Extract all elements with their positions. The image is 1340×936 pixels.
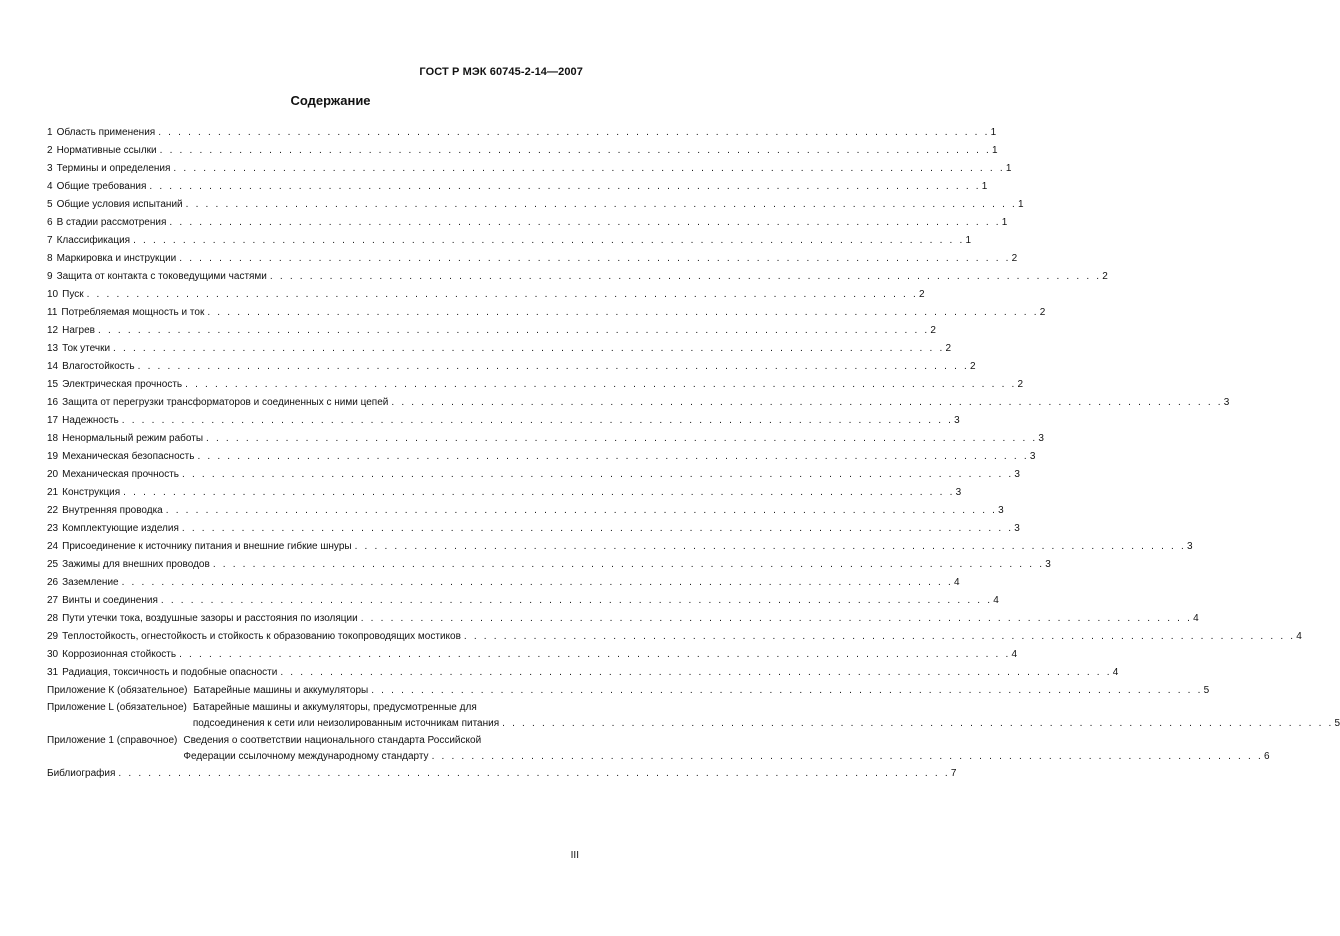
toc-entry-page: 3 xyxy=(1045,559,1051,570)
toc-entry xyxy=(47,322,936,340)
page-number: III xyxy=(570,850,579,861)
dot-leader: . . . . . . . . . . . . . . . . . . . . . . . . . . . . . . . . . . . . . . . . . . . . . . . . . . . . . . . . . . . . . . . . . . . . . . . . . . . . . . . . . . . . xyxy=(181,523,1014,534)
toc-entry-number: 21 xyxy=(47,487,59,498)
toc-entry-page: 3 xyxy=(1186,541,1193,552)
toc-entry-number: 5 xyxy=(47,199,53,210)
toc-entry-title: Термины и определения xyxy=(56,163,171,174)
appendix-page: 6 xyxy=(1263,751,1270,762)
toc-entry xyxy=(47,592,999,610)
toc-entry xyxy=(47,142,998,160)
toc-entry xyxy=(47,232,972,250)
toc-entry-title: Механическая прочность xyxy=(62,469,179,480)
toc-entry-title: Внутренняя проводка xyxy=(62,505,163,516)
toc-entry-page: 2 xyxy=(930,325,936,336)
toc-entry xyxy=(47,538,1193,556)
toc-entry-number: 26 xyxy=(47,577,59,588)
toc-entry xyxy=(47,520,1020,538)
toc-entry-title: Защита от перегрузки трансформаторов и соединенных с ними цепей xyxy=(62,397,389,408)
toc-entry-page: 1 xyxy=(992,145,998,156)
toc-entry xyxy=(47,268,1108,286)
dot-leader: . . . . . . . . . . . . . . . . . . . . . . . . . . . . . . . . . . . . . . . . . . . . . . . . . . . . . . . . . . . . . . . . . . . . . . . . . . . . . . . . . . . . xyxy=(173,163,1005,174)
dot-leader: . . . . . . . . . . . . . . . . . . . . . . . . . . . . . . . . . . . . . . . . . . . . . . . . . . . . . . . . . . . . . . . . . . . . . . . . . . . . . . . . . . . . xyxy=(206,433,1038,444)
toc-entry-page: 2 xyxy=(1039,307,1046,318)
toc-entry-number: 11 xyxy=(47,307,58,318)
toc-entry-page: 4 xyxy=(1296,631,1302,642)
toc-entry-title: Потребляемая мощность и ток xyxy=(61,307,205,318)
toc-entry-page: 2 xyxy=(945,343,951,354)
toc-entry-number: 1 xyxy=(47,127,53,138)
toc-entry-page: 2 xyxy=(970,361,976,372)
dot-leader: . . . . . . . . . . . . . . . . . . . . . . . . . . . . . . . . . . . . . . . . . . . . . . . . . . . . . . . . . . . . . . . . . . . . . . . . . . . . . . . . . . . . xyxy=(197,451,1029,462)
dot-leader: . . . . . . . . . . . . . . . . . . . . . . . . . . . . . . . . . . . . . . . . . . . . . . . . . . . . . . . . . . . . . . . . . . . . . . . . . . . . . . . . . . . . xyxy=(391,397,1223,408)
toc-entry xyxy=(47,502,1004,520)
toc-entry-number: 24 xyxy=(47,541,59,552)
appendix-body xyxy=(183,733,1269,765)
toc-entry-number: 20 xyxy=(47,469,59,480)
toc-entry-number: 19 xyxy=(47,451,59,462)
appendix-page: 5 xyxy=(1203,685,1210,696)
toc-entry-page: 1 xyxy=(981,181,988,192)
dot-leader: . . . . . . . . . . . . . . . . . . . . . . . . . . . . . . . . . . . . . . . . . . . . . . . . . . . . . . . . . . . . . . . . . . . . . . . . . . . . . . . . . . . . xyxy=(463,631,1296,642)
appendix-entry xyxy=(47,700,1340,732)
toc-entry xyxy=(47,178,988,196)
dot-leader: . . . . . . . . . . . . . . . . . . . . . . . . . . . . . . . . . . . . . . . . . . . . . . . . . . . . . . . . . . . . . . . . . . . . . . . . . . . . . . . . . . . . xyxy=(179,253,1011,264)
bibliography-entry xyxy=(47,765,957,783)
toc-entry-title: В стадии рассмотрения xyxy=(56,217,167,228)
appendix-title-line xyxy=(193,716,1340,732)
dot-leader: . . . . . . . . . . . . . . . . . . . . . . . . . . . . . . . . . . . . . . . . . . . . . . . . . . . . . . . . . . . . . . . . . . . . . . . . . . . . . . . . . . . . xyxy=(360,613,1193,624)
toc-entry-number: 31 xyxy=(47,667,59,678)
toc-entry-title: Маркировка и инструкции xyxy=(56,253,177,264)
toc-entry-page: 3 xyxy=(955,487,962,498)
appendix-entry xyxy=(47,733,1270,765)
toc-entry xyxy=(47,250,1018,268)
toc-entry xyxy=(47,124,997,142)
dot-leader: . . . . . . . . . . . . . . . . . . . . . . . . . . . . . . . . . . . . . . . . . . . . . . . . . . . . . . . . . . . . . . . . . . . . . . . . . . . . . . . . . . . . xyxy=(160,595,993,606)
dot-leader: . . . . . . . . . . . . . . . . . . . . . . . . . . . . . . . . . . . . . . . . . . . . . . . . . . . . . . . . . . . . . . . . . . . . . . . . . . . . . . . . . . . . xyxy=(182,469,1014,480)
toc-entry-page: 4 xyxy=(993,595,999,606)
appendix-label: Приложение К (обязательное) xyxy=(47,685,188,696)
toc-entry-number: 25 xyxy=(47,559,59,570)
toc-entry-number: 30 xyxy=(47,649,59,660)
toc-entry-number: 28 xyxy=(47,613,59,624)
toc-entry-title: Область применения xyxy=(56,127,156,138)
dot-leader: . . . . . . . . . . . . . . . . . . . . . . . . . . . . . . . . . . . . . . . . . . . . . . . . . . . . . . . . . . . . . . . . . . . . . . . . . . . . . . . . . . . . xyxy=(371,685,1203,696)
toc-entry-number: 4 xyxy=(47,181,53,192)
toc-entry-number: 13 xyxy=(47,343,59,354)
appendix-title-line xyxy=(183,733,1269,749)
dot-leader: . . . . . . . . . . . . . . . . . . . . . . . . . . . . . . . . . . . . . . . . . . . . . . . . . . . . . . . . . . . . . . . . . . . . . . . . . . . . . . . . . . . . xyxy=(269,271,1102,282)
page-title: Содержание xyxy=(290,93,371,108)
toc-entry-number: 14 xyxy=(47,361,59,372)
appendix-page: 5 xyxy=(1334,718,1340,729)
toc-entry xyxy=(47,214,1008,232)
toc-entry-title: Механическая безопасность xyxy=(62,451,195,462)
toc-entry xyxy=(47,376,1024,394)
toc-entry xyxy=(47,556,1051,574)
toc-entry-page: 3 xyxy=(998,505,1004,516)
dot-leader: . . . . . . . . . . . . . . . . . . . . . . . . . . . . . . . . . . . . . . . . . . . . . . . . . . . . . . . . . . . . . . . . . . . . . . . . . . . . . . . . . . . . xyxy=(431,751,1263,762)
toc-entry-number: 18 xyxy=(47,433,59,444)
toc-entry-page: 4 xyxy=(1193,613,1199,624)
toc-entry-number: 8 xyxy=(47,253,53,264)
dot-leader: . . . . . . . . . . . . . . . . . . . . . . . . . . . . . . . . . . . . . . . . . . . . . . . . . . . . . . . . . . . . . . . . . . . . . . . . . . . . . . . . . . . . xyxy=(149,181,981,192)
dot-leader: . . . . . . . . . . . . . . . . . . . . . . . . . . . . . . . . . . . . . . . . . . . . . . . . . . . . . . . . . . . . . . . . . . . . . . . . . . . . . . . . . . . . xyxy=(502,718,1334,729)
dot-leader: . . . . . . . . . . . . . . . . . . . . . . . . . . . . . . . . . . . . . . . . . . . . . . . . . . . . . . . . . . . . . . . . . . . . . . . . . . . . . . . . . . . . xyxy=(185,199,1018,210)
toc-entry xyxy=(47,304,1046,322)
toc-entry xyxy=(47,664,1119,682)
appendix-title-line xyxy=(194,683,1210,699)
toc-entry-page: 3 xyxy=(954,415,960,426)
toc-entry-page: 1 xyxy=(990,127,997,138)
toc-entry xyxy=(47,358,976,376)
toc-entry-title: Присоединение к источнику питания и внешние гибкие шнуры xyxy=(62,541,352,552)
dot-leader: . . . . . . . . . . . . . . . . . . . . . . . . . . . . . . . . . . . . . . . . . . . . . . . . . . . . . . . . . . . . . . . . . . . . . . . . . . . . . . . . . . . . xyxy=(121,415,954,426)
toc-entry-page: 1 xyxy=(1018,199,1024,210)
toc-entry-page: 3 xyxy=(1029,451,1036,462)
toc-entry-page: 2 xyxy=(1102,271,1108,282)
toc-entry-number: 6 xyxy=(47,217,53,228)
appendix-title: Батарейные машины и аккумуляторы, предусмотренные для xyxy=(192,702,477,713)
appendix-body xyxy=(194,683,1210,699)
toc-entry xyxy=(47,286,925,304)
dot-leader: . . . . . . . . . . . . . . . . . . . . . . . . . . . . . . . . . . . . . . . . . . . . . . . . . . . . . . . . . . . . . . . . . . . . . . . . . . . . . . . . . . . . xyxy=(121,577,953,588)
dot-leader: . . . . . . . . . . . . . . . . . . . . . . . . . . . . . . . . . . . . . . . . . . . . . . . . . . . . . . . . . . . . . . . . . . . . . . . . . . . . . . . . . . . . xyxy=(354,541,1186,552)
toc-entry-title: Нормативные ссылки xyxy=(56,145,157,156)
dot-leader: . . . . . . . . . . . . . . . . . . . . . . . . . . . . . . . . . . . . . . . . . . . . . . . . . . . . . . . . . . . . . . . . . . . . . . . . . . . . . . . . . . . . xyxy=(86,289,918,300)
appendix-title-cont: подсоединения к сети или неизолированным источникам питания xyxy=(192,718,500,729)
toc-entry-title: Надежность xyxy=(62,415,119,426)
toc-entry-page: 4 xyxy=(1011,649,1018,660)
toc-entry xyxy=(47,610,1199,628)
bibliography-title: Библиография xyxy=(47,768,116,779)
appendix-label: Приложение L (обязательное) xyxy=(47,702,187,713)
appendix-title-line xyxy=(183,749,1269,765)
toc-entry-page: 2 xyxy=(1017,379,1024,390)
toc-entry-number: 17 xyxy=(47,415,59,426)
table-of-contents xyxy=(47,124,1340,783)
appendix-body xyxy=(193,700,1340,732)
toc-entry-title: Теплостойкость, огнестойкость и стойкость к образованию токопроводящих мостиков xyxy=(62,631,461,642)
toc-entry-title: Классификация xyxy=(56,235,131,246)
toc-entry-title: Заземление xyxy=(62,577,119,588)
toc-entry-number: 3 xyxy=(47,163,53,174)
toc-entry-page: 1 xyxy=(1005,163,1012,174)
toc-entry-number: 23 xyxy=(47,523,59,534)
toc-entry xyxy=(47,466,1020,484)
toc-entry-number: 7 xyxy=(47,235,53,246)
toc-entry-number: 2 xyxy=(47,145,53,156)
dot-leader: . . . . . . . . . . . . . . . . . . . . . . . . . . . . . . . . . . . . . . . . . . . . . . . . . . . . . . . . . . . . . . . . . . . . . . . . . . . . . . . . . . . . xyxy=(118,768,950,779)
bibliography-page: 7 xyxy=(950,768,957,779)
toc-entry-page: 4 xyxy=(953,577,960,588)
toc-entry xyxy=(47,646,1018,664)
dot-leader: . . . . . . . . . . . . . . . . . . . . . . . . . . . . . . . . . . . . . . . . . . . . . . . . . . . . . . . . . . . . . . . . . . . . . . . . . . . . . . . . . . . . xyxy=(185,379,1017,390)
toc-entry-number: 22 xyxy=(47,505,59,516)
toc-entry-number: 16 xyxy=(47,397,59,408)
dot-leader: . . . . . . . . . . . . . . . . . . . . . . . . . . . . . . . . . . . . . . . . . . . . . . . . . . . . . . . . . . . . . . . . . . . . . . . . . . . . . . . . . . . . xyxy=(159,145,992,156)
toc-entry-number: 29 xyxy=(47,631,59,642)
toc-entry-title: Пуск xyxy=(62,289,84,300)
toc-entry-number: 27 xyxy=(47,595,59,606)
toc-entry xyxy=(47,574,960,592)
appendix-title: Батарейные машины и аккумуляторы xyxy=(193,685,369,696)
toc-entry-page: 3 xyxy=(1223,397,1230,408)
toc-entry-title: Электрическая прочность xyxy=(62,379,183,390)
toc-entry xyxy=(47,412,960,430)
toc-entry-title: Комплектующие изделия xyxy=(62,523,179,534)
toc-entry-title: Общие условия испытаний xyxy=(56,199,183,210)
toc-entry xyxy=(47,394,1230,412)
toc-entry xyxy=(47,628,1302,646)
document-id: ГОСТ Р МЭК 60745-2-14—2007 xyxy=(419,66,583,78)
dot-leader: . . . . . . . . . . . . . . . . . . . . . . . . . . . . . . . . . . . . . . . . . . . . . . . . . . . . . . . . . . . . . . . . . . . . . . . . . . . . . . . . . . . . xyxy=(98,325,930,336)
dot-leader: . . . . . . . . . . . . . . . . . . . . . . . . . . . . . . . . . . . . . . . . . . . . . . . . . . . . . . . . . . . . . . . . . . . . . . . . . . . . . . . . . . . . xyxy=(133,235,965,246)
toc-entry-number: 10 xyxy=(47,289,59,300)
toc-entry-page: 3 xyxy=(1014,523,1020,534)
toc-entry-page: 1 xyxy=(1001,217,1008,228)
toc-entry-title: Общие требования xyxy=(56,181,147,192)
appendix-title: Сведения о соответствии национального стандарта Российской xyxy=(183,735,482,746)
toc-entry xyxy=(47,430,1044,448)
dot-leader: . . . . . . . . . . . . . . . . . . . . . . . . . . . . . . . . . . . . . . . . . . . . . . . . . . . . . . . . . . . . . . . . . . . . . . . . . . . . . . . . . . . . xyxy=(165,505,998,516)
toc-entry-page: 4 xyxy=(1112,667,1119,678)
toc-entry-page: 1 xyxy=(965,235,972,246)
toc-entry-title: Ток утечки xyxy=(62,343,111,354)
dot-leader: . . . . . . . . . . . . . . . . . . . . . . . . . . . . . . . . . . . . . . . . . . . . . . . . . . . . . . . . . . . . . . . . . . . . . . . . . . . . . . . . . . . . xyxy=(179,649,1011,660)
toc-entry-title: Нагрев xyxy=(62,325,95,336)
dot-leader: . . . . . . . . . . . . . . . . . . . . . . . . . . . . . . . . . . . . . . . . . . . . . . . . . . . . . . . . . . . . . . . . . . . . . . . . . . . . . . . . . . . . xyxy=(207,307,1039,318)
appendix-entry xyxy=(47,683,1210,699)
appendix-label: Приложение 1 (справочное) xyxy=(47,735,178,746)
toc-entry-page: 3 xyxy=(1038,433,1044,444)
toc-entry-title: Защита от контакта с токоведущими частями xyxy=(56,271,267,282)
toc-entry-page: 2 xyxy=(918,289,925,300)
toc-entry-title: Конструкция xyxy=(62,487,121,498)
toc-entry xyxy=(47,448,1036,466)
toc-entry-title: Зажимы для внешних проводов xyxy=(62,559,210,570)
toc-entry-number: 15 xyxy=(47,379,59,390)
toc-entry-title: Радиация, токсичность и подобные опасности xyxy=(62,667,278,678)
toc-entry xyxy=(47,340,951,358)
toc-entry-page: 2 xyxy=(1011,253,1018,264)
toc-entry xyxy=(47,160,1012,178)
toc-entry xyxy=(47,196,1024,214)
toc-entry-number: 12 xyxy=(47,325,59,336)
toc-entry-title: Коррозионная стойкость xyxy=(62,649,177,660)
dot-leader: . . . . . . . . . . . . . . . . . . . . . . . . . . . . . . . . . . . . . . . . . . . . . . . . . . . . . . . . . . . . . . . . . . . . . . . . . . . . . . . . . . . . xyxy=(158,127,990,138)
appendix-title-cont: Федерации ссылочному международному стандарту xyxy=(183,751,429,762)
appendix-title-line xyxy=(193,700,1340,716)
dot-leader: . . . . . . . . . . . . . . . . . . . . . . . . . . . . . . . . . . . . . . . . . . . . . . . . . . . . . . . . . . . . . . . . . . . . . . . . . . . . . . . . . . . . xyxy=(123,487,955,498)
toc-entry-title: Ненормальный режим работы xyxy=(62,433,204,444)
toc-entry-title: Винты и соединения xyxy=(62,595,158,606)
dot-leader: . . . . . . . . . . . . . . . . . . . . . . . . . . . . . . . . . . . . . . . . . . . . . . . . . . . . . . . . . . . . . . . . . . . . . . . . . . . . . . . . . . . . xyxy=(280,667,1112,678)
toc-entry xyxy=(47,484,962,502)
toc-entry-title: Пути утечки тока, воздушные зазоры и расстояния по изоляции xyxy=(62,613,358,624)
dot-leader: . . . . . . . . . . . . . . . . . . . . . . . . . . . . . . . . . . . . . . . . . . . . . . . . . . . . . . . . . . . . . . . . . . . . . . . . . . . . . . . . . . . . xyxy=(169,217,1001,228)
toc-entry-page: 3 xyxy=(1014,469,1020,480)
toc-entry-title: Влагостойкость xyxy=(62,361,135,372)
dot-leader: . . . . . . . . . . . . . . . . . . . . . . . . . . . . . . . . . . . . . . . . . . . . . . . . . . . . . . . . . . . . . . . . . . . . . . . . . . . . . . . . . . . . xyxy=(137,361,970,372)
toc-entry-number: 9 xyxy=(47,271,53,282)
dot-leader: . . . . . . . . . . . . . . . . . . . . . . . . . . . . . . . . . . . . . . . . . . . . . . . . . . . . . . . . . . . . . . . . . . . . . . . . . . . . . . . . . . . . xyxy=(212,559,1045,570)
dot-leader: . . . . . . . . . . . . . . . . . . . . . . . . . . . . . . . . . . . . . . . . . . . . . . . . . . . . . . . . . . . . . . . . . . . . . . . . . . . . . . . . . . . . xyxy=(113,343,945,354)
